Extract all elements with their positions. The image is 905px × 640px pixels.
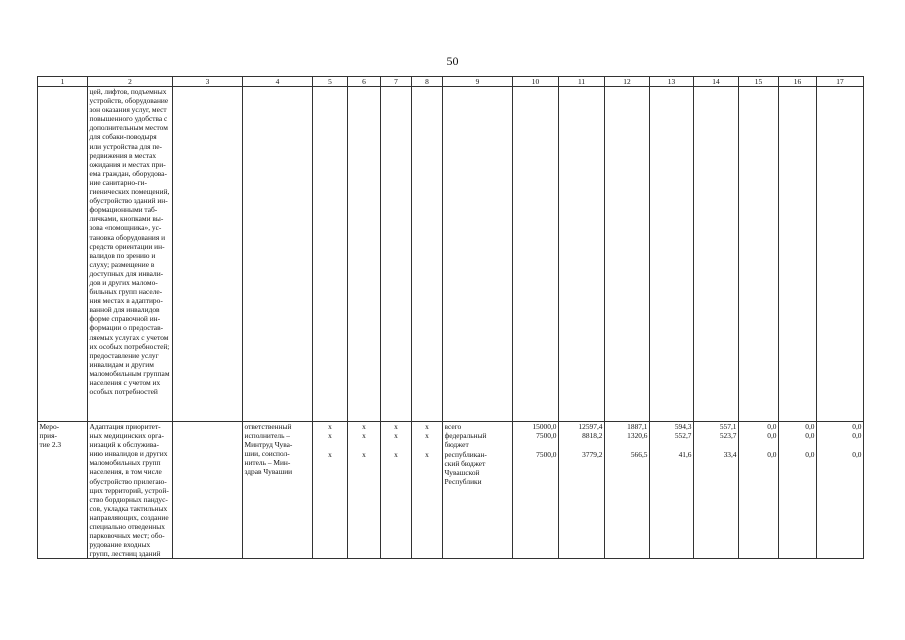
text-line: или устройства для пе-: [89, 141, 163, 151]
text-line: слуху; размещение в: [89, 259, 155, 269]
text-line: доступных для инвали-: [89, 268, 164, 278]
text-line: Чувашской: [444, 467, 480, 477]
amount-cell: 0,0: [805, 449, 815, 459]
amount-column: [739, 422, 779, 559]
amount-column: [605, 422, 650, 559]
amount-cell: 15000,0: [532, 422, 557, 431]
amount-cell: 566,5: [630, 449, 648, 459]
amount-cell: 594,3: [674, 422, 692, 431]
x-mark: x: [362, 422, 366, 431]
x-mark: x: [394, 449, 398, 459]
x-mark: x: [362, 449, 366, 459]
measure-row: [38, 422, 864, 559]
header-row: [38, 77, 864, 87]
program-table: [37, 76, 864, 559]
text-line: здрав Чувашии: [244, 467, 293, 477]
column-header: 10: [513, 77, 559, 87]
column-header: 11: [559, 77, 605, 87]
column-header: 14: [694, 77, 739, 87]
amount-cell: 0,0: [852, 449, 862, 459]
text-line: парковочных мест; обо-: [89, 531, 165, 541]
text-line: бюджет: [444, 440, 469, 450]
amount-cell: 33,4: [723, 449, 737, 459]
amount-column: [694, 422, 739, 559]
text-line: обустройство прилегаю-: [89, 476, 167, 486]
text-line: дов и других маломо-: [89, 277, 158, 287]
column-header: 3: [173, 77, 243, 87]
x-mark: x: [328, 431, 332, 441]
text-line: средств ориентации ин-: [89, 241, 165, 251]
column-header: 2: [88, 77, 173, 87]
text-line: повышенного удобства с: [89, 114, 168, 124]
text-line: форме справочной ин-: [89, 314, 161, 324]
text-line: населения с учетом их: [89, 378, 161, 387]
text-line: ожидания и местах при-: [89, 159, 166, 169]
funding-source: [445, 422, 511, 431]
text-line: ляемых услугах с учетом: [89, 332, 169, 342]
x-mark: x: [394, 431, 398, 441]
amount-cell: 7500,0: [536, 449, 557, 459]
page-number: 50: [446, 54, 459, 68]
amount-cell: 557,1: [719, 422, 737, 431]
text-line: Республики: [444, 477, 482, 487]
text-line: Минтруд Чува-: [244, 440, 293, 450]
column-header: 5: [313, 77, 348, 87]
amount-column: [559, 422, 605, 559]
amount-cell: 12597,4: [578, 422, 603, 431]
x-mark: x: [328, 449, 332, 459]
column-header: 1: [38, 77, 88, 87]
text-line: населения, в том числе: [89, 467, 162, 477]
amount-cell: 0,0: [852, 431, 862, 441]
text-line: всего: [444, 422, 462, 431]
measure-label: [38, 422, 88, 559]
text-line: тановка оборудования и: [89, 232, 166, 242]
amount-cell: 0,0: [805, 431, 815, 441]
text-line: гиенических помещений,: [89, 187, 170, 197]
amount-cell: 0,0: [767, 431, 777, 441]
column-header: 9: [443, 77, 513, 87]
text-line: республикан-: [444, 449, 487, 459]
text-line: шии, соиспол-: [244, 449, 290, 459]
text-line: цей, лифтов, подъемных: [89, 87, 167, 96]
continuation-text: [88, 87, 173, 422]
text-line: щих территорий, устрой-: [89, 485, 169, 495]
continuation-row: [38, 87, 864, 422]
measure-executor: [243, 422, 313, 559]
x-mark: x: [425, 449, 429, 459]
funding-source: [445, 431, 511, 449]
text-line: федеральный: [444, 431, 487, 441]
amount-cell: 1320,6: [627, 431, 648, 441]
text-line: направляющих, создание: [89, 512, 169, 522]
text-line: Адаптация приоритет-: [89, 422, 161, 431]
x-mark-column: [313, 422, 348, 559]
amount-cell: 41,6: [678, 449, 692, 459]
text-line: сов, укладка тактильных: [89, 503, 168, 513]
text-line: нитель – Мин-: [244, 458, 291, 468]
text-line: тие 2.3: [39, 440, 62, 450]
text-line: ванной для инвалидов: [89, 305, 160, 315]
text-line: личками, кнопками вы-: [89, 214, 164, 224]
amount-cell: 1887,1: [627, 422, 648, 431]
text-line: нию инвалидов и других: [89, 449, 168, 459]
funding-source: [445, 450, 511, 486]
text-line: низаций к обслужива-: [89, 440, 159, 450]
x-mark-column: [412, 422, 443, 559]
amount-cell: 0,0: [767, 422, 777, 431]
x-mark: x: [425, 422, 429, 431]
text-line: рудование входных: [89, 540, 151, 550]
column-header: 6: [348, 77, 381, 87]
text-line: специально отведенных: [89, 522, 165, 532]
amount-cell: 552,7: [674, 431, 692, 441]
column-header: 15: [739, 77, 779, 87]
amount-cell: 3779,2: [582, 449, 603, 459]
x-mark: x: [394, 422, 398, 431]
text-line: исполнитель –: [244, 431, 290, 441]
column-header: 4: [243, 77, 313, 87]
x-mark: x: [328, 422, 332, 431]
text-line: их особых потребностей;: [89, 341, 170, 351]
amount-column: [817, 422, 864, 559]
column-header: 17: [817, 77, 864, 87]
text-line: предоставление услуг: [89, 350, 159, 360]
x-mark: x: [425, 431, 429, 441]
funding-source-column: [443, 422, 513, 559]
x-mark: x: [362, 431, 366, 441]
amount-cell: 0,0: [852, 422, 862, 431]
text-line: для собаки-поводыря: [89, 132, 157, 142]
text-line: прия-: [39, 431, 57, 441]
text-line: редвижения в местах: [89, 150, 157, 160]
text-line: ния местах в адаптиро-: [89, 296, 163, 306]
text-line: устройств, оборудование: [89, 96, 169, 106]
x-mark-column: [348, 422, 381, 559]
amount-cell: 0,0: [767, 449, 777, 459]
text-line: обустройство зданий ин-: [89, 196, 168, 206]
amount-column: [650, 422, 694, 559]
column-header: 12: [605, 77, 650, 87]
text-line: Меро-: [39, 422, 60, 431]
text-line: ние санитарно-ги-: [89, 177, 147, 187]
measure-description: [88, 422, 173, 559]
text-line: дополнительным местом: [89, 123, 168, 133]
text-line: ных медицинских орга-: [89, 431, 164, 441]
x-mark-column: [381, 422, 412, 559]
column-header: 13: [650, 77, 694, 87]
text-line: групп, лестниц зданий: [89, 549, 161, 559]
amount-column: [779, 422, 817, 559]
text-line: ский бюджет: [444, 458, 486, 468]
text-line: маломобильных групп: [89, 458, 161, 468]
text-line: формации о предостав-: [89, 323, 164, 333]
text-line: ема граждан, оборудова-: [89, 168, 167, 178]
text-line: зова «помощника», ус-: [89, 223, 162, 233]
amount-cell: 0,0: [805, 422, 815, 431]
amount-cell: 523,7: [719, 431, 737, 441]
text-line: формационными таб-: [89, 205, 158, 215]
column-header: 16: [779, 77, 817, 87]
text-line: ство бордюрных пандус-: [89, 494, 168, 504]
text-line: особых потребностей: [89, 387, 158, 397]
text-line: ответственный: [244, 422, 292, 431]
column-header: 7: [381, 77, 412, 87]
text-line: маломобильным группам: [89, 368, 170, 378]
amount-cell: 8818,2: [582, 431, 603, 441]
amount-column: [513, 422, 559, 559]
text-line: бильных групп населе-: [89, 287, 163, 297]
text-line: зон оказания услуг, мест: [89, 105, 167, 115]
column-header: 8: [412, 77, 443, 87]
amount-cell: 7500,0: [536, 431, 557, 441]
text-line: инвалидам и другим: [89, 359, 154, 369]
text-line: валидов по зрению и: [89, 250, 156, 260]
